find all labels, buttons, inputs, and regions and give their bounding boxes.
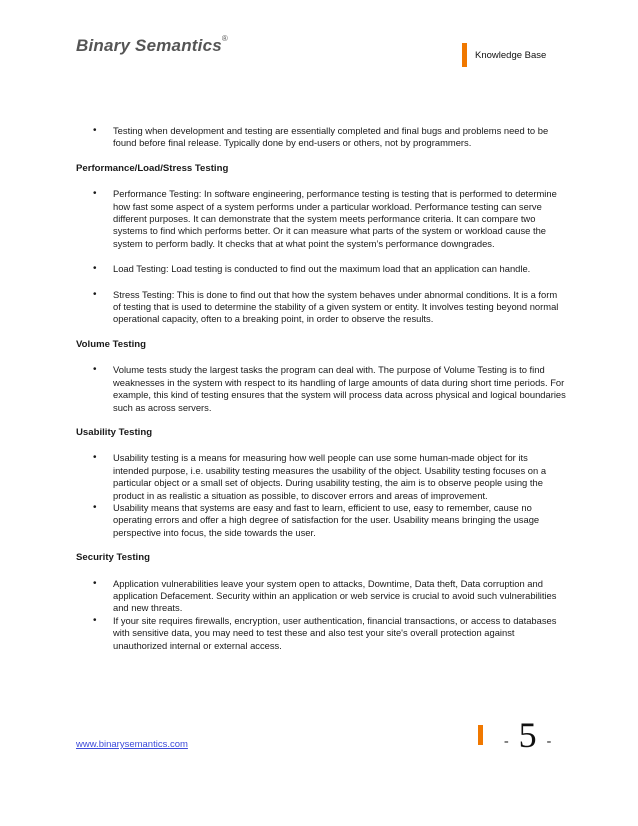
bullet-icon: • [93, 125, 97, 136]
bullet-list [76, 578, 566, 652]
accent-bar [462, 43, 467, 67]
list-item [76, 578, 566, 615]
bullet-list [76, 125, 566, 150]
bullet-text: Volume tests study the largest tasks the program can deal with. The purpose of Volume Testing is to find weaknesses in the system with respect to its handling of large amounts of data during short time periods. For example, this kind of testing ensures that the system will process data across physical and logical boundaries such as across servers. [113, 364, 566, 413]
section-heading: Performance/Load/Stress Testing [76, 162, 229, 174]
bullet-icon: • [93, 288, 97, 300]
page-accent-bar [478, 725, 483, 745]
bullet-text: Stress Testing: This is done to find out that how the system behaves under abnormal conditions. It is a form of testing that is used to determine the stability of a given system or entity. It involves testing beyond normal operational capacity, often to a breaking point, in order to observe the results. [113, 288, 559, 325]
bullet-icon: • [93, 263, 97, 275]
section-heading: Security Testing [76, 552, 150, 564]
bullet-text: Usability means that systems are easy and fast to learn, efficient to use, easy to remember, cause no operating errors and offer a high degree of satisfaction for the user. Usability means bringing the usage perspective into focus, the side towards the user. [113, 501, 540, 538]
list-item [76, 289, 566, 326]
bullet-text: Performance Testing: In software engineering, performance testing is testing that is performed to determine how fast some aspect of a system performs under a particular workload. Performance testing can serve different purposes. It can demonstrate that the system meets performance criteria. It can compare two systems to find which performs better. Or it can measure what parts of the system or workload cause the system to perform badly. It checks that at what point the system’s performance downgrades. [113, 188, 557, 249]
registered-mark: ® [221, 34, 228, 43]
document-body [76, 125, 566, 652]
list-item [76, 615, 566, 652]
bullet-icon: • [93, 364, 97, 376]
page-dash-left: - [504, 734, 509, 749]
list-item [76, 188, 566, 250]
list-item [76, 125, 566, 150]
list-item [76, 452, 566, 502]
bullet-text: If your site requires firewalls, encryption, user authentication, financial transactions, or access to databases with sensitive data, you may need to test these and also test your site's overall protection against unauthorized internal or external access. [113, 614, 557, 651]
bullet-icon: • [93, 501, 97, 513]
bullet-icon: • [93, 614, 97, 626]
bullet-text: Load Testing: Load testing is conducted to find out the maximum load that an application can handle. [113, 263, 531, 275]
bullet-list [76, 188, 566, 326]
list-item [76, 502, 566, 539]
bullet-text: Application vulnerabilities leave your system open to attacks, Downtime, Data theft, Data corruption and application Defacement. Security within an application or web service is crucial to avoid such vulnerabilities and new threats. [113, 577, 557, 614]
bullet-icon: • [93, 577, 97, 589]
bullet-list [76, 452, 566, 539]
section-heading: Volume Testing [76, 338, 147, 350]
knowledge-base-label: Knowledge Base [475, 49, 547, 61]
logo-text: Binary Semantics [76, 36, 222, 55]
list-item [76, 263, 566, 275]
page-number-value: 5 [518, 715, 537, 755]
website-link[interactable]: www.binarysemantics.com [76, 739, 188, 750]
bullet-text: Testing when development and testing are essentially completed and final bugs and problems need to be found before final release. Typically done by end-users or others, not by programmers. [113, 125, 549, 149]
list-item [76, 364, 566, 414]
page-dash-right: - [546, 734, 552, 749]
bullet-list [76, 364, 566, 414]
bullet-text: Usability testing is a means for measuring how well people can use some human-made object for its intended purpose, i.e. usability testing measures the usability of the object. Usability testing focuses on a particular object or a small set of objects. During usability testing, the aim is to observe people using the product in as realistic a situation as possible, to discover errors and areas of improvement. [113, 452, 547, 501]
page-number [494, 715, 561, 755]
section-label [462, 43, 546, 67]
section-heading: Usability Testing [76, 426, 153, 438]
bullet-icon: • [93, 188, 97, 200]
bullet-icon: • [93, 452, 97, 464]
logo [76, 36, 228, 56]
